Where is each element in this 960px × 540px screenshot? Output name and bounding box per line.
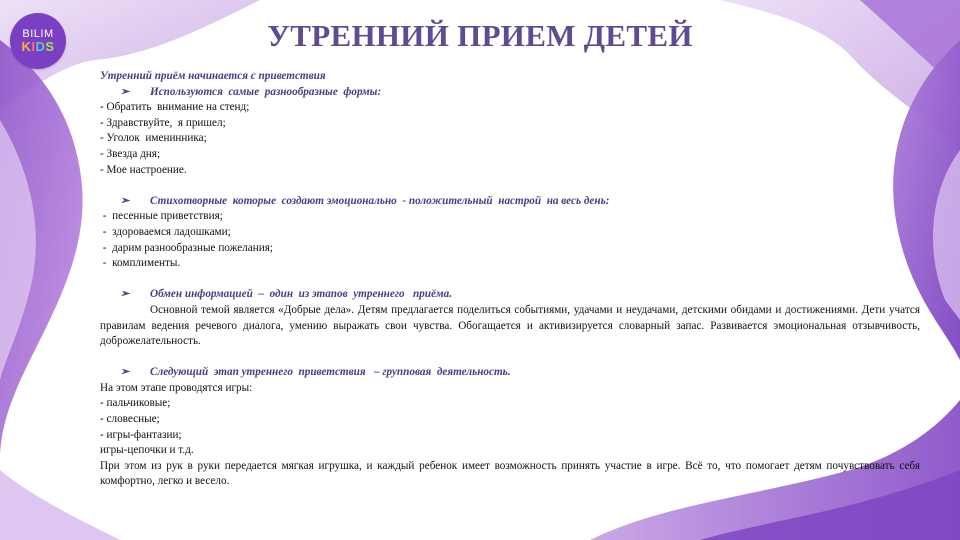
arrow-bullet-icon: ➢	[120, 194, 130, 207]
list-item: - Звезда дня;	[100, 147, 161, 160]
spacer	[100, 272, 920, 288]
list-item: игры-цепочки и т.д.	[100, 444, 194, 457]
arrow-bullet-icon: ➢	[120, 366, 130, 379]
logo-letter: S	[45, 39, 55, 54]
spacer	[100, 178, 920, 194]
list-item: - игры-фантазии;	[100, 428, 182, 441]
slide-content	[100, 69, 920, 490]
paragraph-intro: На этом этапе проводятся игры:	[100, 381, 253, 394]
list-item: - песенные приветствия;	[100, 210, 223, 223]
list-item: - Уголок именинника;	[100, 132, 207, 145]
subheading: Утренний приём начинается с приветствия	[100, 70, 326, 82]
logo-letter: K	[21, 39, 32, 54]
list-item: - Обратить внимание на стенд;	[100, 101, 250, 114]
section-heading-text: Обмен информацией – один из этапов утреннего приёма.	[150, 288, 453, 301]
list-item: - комплименты.	[100, 257, 181, 270]
list-item: - словесные;	[100, 413, 160, 426]
page-title: УТРЕННИЙ ПРИЕМ ДЕТЕЙ	[267, 18, 693, 53]
section-heading	[100, 365, 920, 381]
section-heading-text: Стихотворные которые создают эмоционально - положительный настрой на весь день:	[150, 194, 610, 207]
section-heading	[100, 287, 920, 303]
section-heading-text: Используются самые разнообразные формы:	[150, 85, 382, 98]
arrow-bullet-icon: ➢	[120, 288, 130, 301]
arrow-bullet-icon: ➢	[120, 85, 130, 98]
section-heading	[100, 85, 920, 101]
list-item: - Мое настроение.	[100, 163, 187, 176]
section-heading-text: Следующий этап утреннего приветствия – групповая деятельность.	[150, 366, 511, 379]
paragraph: Основной темой является «Добрые дела». Детям предлагается поделиться событиями, удачами и неудачами, детскими обидами и достижениями. Дети учатся правилам ведения речевого диалога, умению выражать свои чувства. Обогащается и активизируется словарный запас. Развивается эмоциональная отзывчивость, доброжелательность.	[100, 303, 920, 348]
list-item: - пальчиковые;	[100, 397, 171, 410]
section-heading	[100, 194, 920, 210]
logo-letter: D	[35, 39, 46, 54]
list-item: - дарим разнообразные пожелания;	[100, 241, 273, 254]
paragraph: При этом из рук в руки передается мягкая игрушка, и каждый ребенок имеет возможность принять участие в игре. Всё то, что помогает детям почувствовать себя комфортно, легко и весело.	[100, 459, 920, 488]
logo-top-text: BILIM	[22, 28, 54, 40]
spacer	[100, 350, 920, 366]
logo-letter: I	[31, 39, 36, 54]
list-item: - Здравствуйте, я пришел;	[100, 116, 226, 129]
list-item: - здороваемся ладошками;	[100, 225, 231, 238]
